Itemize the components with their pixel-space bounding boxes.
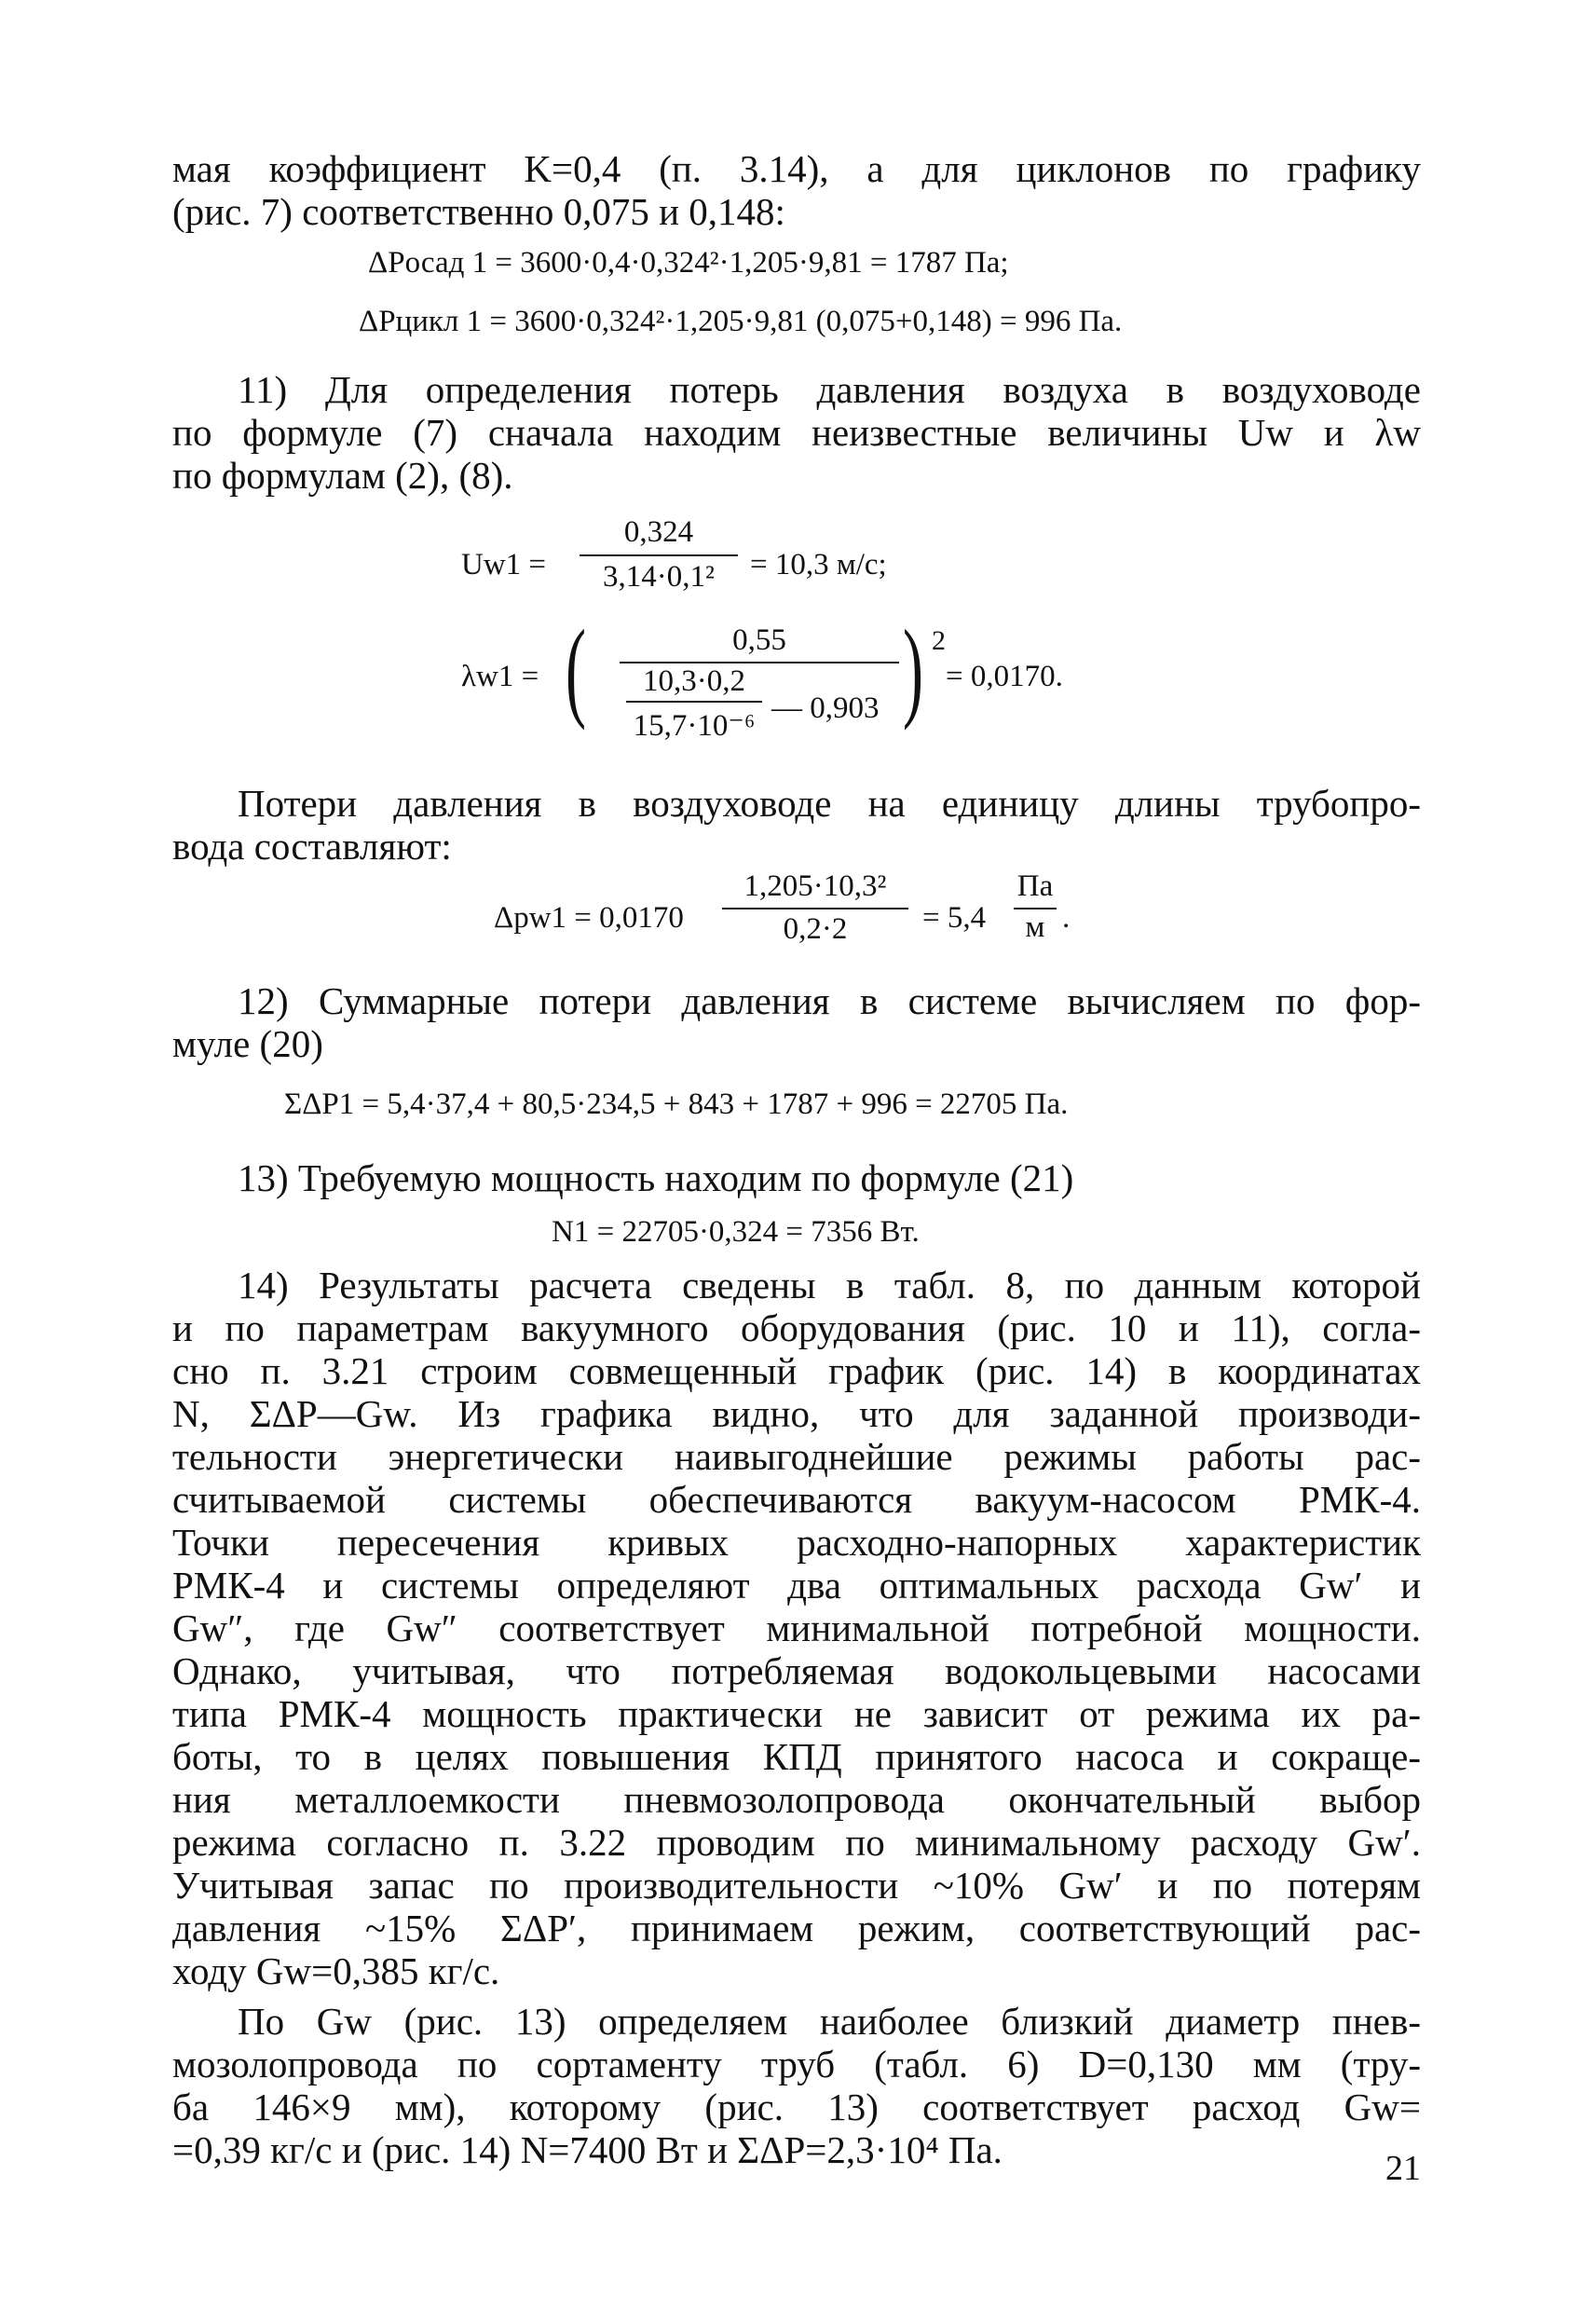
text-line: 12) Суммарные потери давления в системе вычисляем по фор-: [238, 979, 1421, 1022]
formula-delta-p-cikl: ΔPцикл 1 = 3600·0,324²·1,205·9,81 (0,075+0,148) = 996 Па.: [359, 305, 1123, 338]
text-line: ния металлоемкости пневмозолопровода окончательный выбор: [172, 1778, 1421, 1821]
text-line: считываемой системы обеспечиваются вакуум-насосом РМК-4.: [172, 1478, 1421, 1521]
text-line: давления ~15% ΣΔP′, принимаем режим, соответствующий рас-: [172, 1907, 1421, 1949]
text-line: ба 146×9 мм), которому (рис. 13) соответствует расход Gw=: [172, 2085, 1421, 2128]
fraction-bar: [722, 908, 908, 909]
text-line: Точки пересечения кривых расходно-напорных характеристик: [172, 1521, 1421, 1564]
text-line: РМК-4 и системы определяют два оптимальных расхода Gw′ и: [172, 1564, 1421, 1607]
formula-dp-unit-denominator: м: [1025, 910, 1045, 944]
text-line: типа РМК-4 мощность практически не зависит от режима их ра-: [172, 1692, 1421, 1735]
text-line: 11) Для определения потерь давления воздуха в воздуховоде: [238, 368, 1421, 411]
formula-lambda-lhs: λw1 =: [461, 660, 539, 693]
formula-dp-numerator: 1,205·10,3²: [743, 869, 887, 903]
text-line: По Gw (рис. 13) определяем наиболее близкий диаметр пнев-: [238, 2000, 1421, 2043]
formula-lambda-inner-denominator: 15,7·10⁻⁶: [633, 709, 756, 743]
text-line: сно п. 3.21 строим совмещенный график (рис. 14) в координатах: [172, 1349, 1421, 1392]
text-line: Потери давления в воздуховоде на единицу длины трубопро-: [238, 782, 1421, 825]
text-line: Gw″, где Gw″ соответствует минимальной потребной мощности.: [172, 1607, 1421, 1649]
text-line: боты, то в целях повышения КПД принятого насоса и сокраще-: [172, 1735, 1421, 1778]
formula-dp-rhs: = 5,4: [922, 901, 987, 935]
formula-dp-lhs: Δpw1 = 0,0170: [494, 901, 684, 935]
right-paren: ): [902, 607, 923, 731]
text-line: мозолопровода по сортаменту труб (табл. 6) D=0,130 мм (тру-: [172, 2043, 1421, 2085]
formula-power: N1 = 22705·0,324 = 7356 Вт.: [552, 1215, 920, 1249]
formula-sum-delta-p: ΣΔP1 = 5,4·37,4 + 80,5·234,5 + 843 + 1787 + 996 = 22705 Па.: [284, 1087, 1069, 1121]
page-number: 21: [1385, 2149, 1421, 2188]
fraction-bar: [626, 701, 762, 703]
text-line: режима согласно п. 3.22 проводим по минимальному расходу Gw′.: [172, 1821, 1421, 1864]
text-line: по формуле (7) сначала находим неизвестные величины Uw и λw: [172, 411, 1421, 454]
text-line: 13) Требуемую мощность находим по формуле (21): [238, 1156, 1074, 1199]
text-line: мая коэффициент K=0,4 (п. 3.14), а для циклонов по графику: [172, 147, 1421, 190]
formula-uw-lhs: Uw1 =: [461, 548, 547, 581]
text-line: ходу Gw=0,385 кг/с.: [172, 1949, 500, 1992]
text-line: (рис. 7) соответственно 0,075 и 0,148:: [172, 190, 785, 233]
left-paren: (: [565, 607, 586, 731]
text-line: и по параметрам вакуумного оборудования (рис. 10 и 11), согла-: [172, 1306, 1421, 1349]
text-line: тельности энергетически наивыгоднейшие режимы работы рас-: [172, 1435, 1421, 1478]
formula-lambda-numerator: 0,55: [732, 623, 786, 657]
text-line: =0,39 кг/с и (рис. 14) N=7400 Вт и ΣΔP=2,3·10⁴ Па.: [172, 2128, 1003, 2171]
formula-lambda-exponent: 2: [932, 625, 946, 656]
text-line: по формулам (2), (8).: [172, 454, 513, 497]
formula-lambda-inner-numerator: 10,3·0,2: [643, 664, 745, 698]
formula-delta-p-osad: ΔPосад 1 = 3600·0,4·0,324²·1,205·9,81 = 1787 Па;: [368, 246, 1009, 280]
text-line: Однако, учитывая, что потребляемая водокольцевыми насосами: [172, 1649, 1421, 1692]
formula-lambda-minus: — 0,903: [771, 691, 880, 725]
text-line: N, ΣΔP—Gw. Из графика видно, что для заданной производи-: [172, 1392, 1421, 1435]
text-line: муле (20): [172, 1022, 323, 1065]
formula-dp-unit-numerator: Па: [1016, 869, 1054, 903]
formula-uw-rhs: = 10,3 м/с;: [750, 548, 887, 581]
fraction-bar: [580, 554, 738, 556]
text-line: вода составляют:: [172, 825, 452, 868]
text-line: Учитывая запас по производительности ~10% Gw′ и по потерям: [172, 1864, 1421, 1907]
formula-uw-denominator: 3,14·0,1²: [603, 560, 715, 594]
formula-lambda-rhs: = 0,0170.: [946, 660, 1063, 693]
formula-dp-denominator: 0,2·2: [783, 912, 848, 946]
formula-uw-numerator: 0,324: [623, 515, 694, 549]
text-line: 14) Результаты расчета сведены в табл. 8, по данным которой: [238, 1264, 1421, 1306]
formula-dp-period: .: [1062, 901, 1071, 935]
